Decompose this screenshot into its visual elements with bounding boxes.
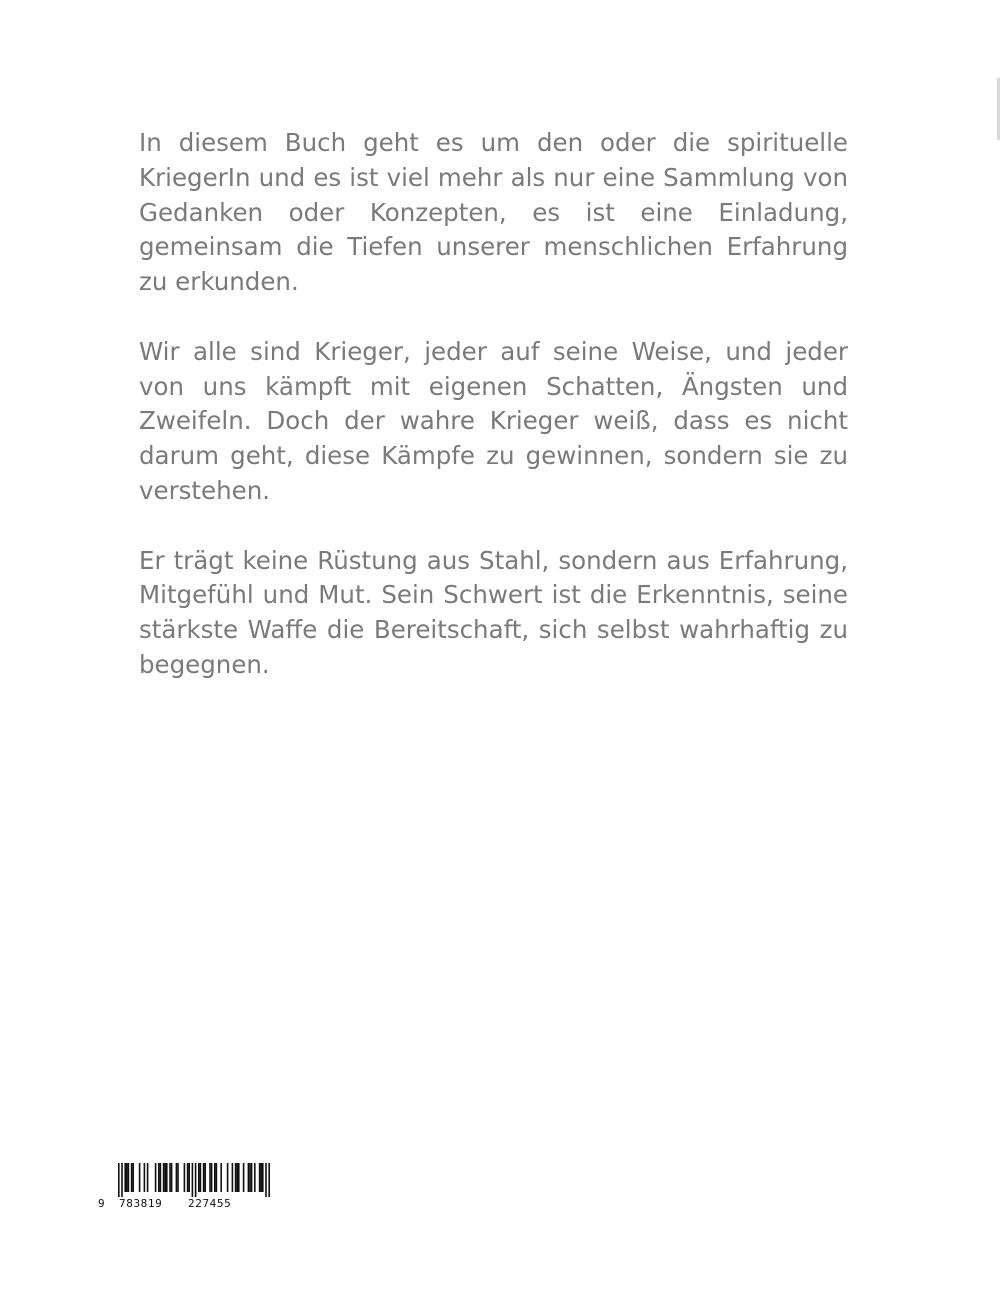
barcode-bar [262,1163,264,1192]
barcode-bar [211,1163,213,1192]
barcode-bar [209,1163,211,1192]
barcode-bar [132,1163,134,1192]
barcode-first-digit: 9 [98,1197,106,1210]
barcode-bar [203,1163,205,1192]
barcode-bar [198,1163,200,1192]
barcode-bar [166,1163,168,1192]
barcode-bar [176,1163,178,1192]
barcode-bar [144,1163,146,1192]
barcode-bar [121,1163,123,1197]
barcode-bar [236,1163,238,1192]
blurb-paragraph-3: Er trägt keine Rüstung aus Stahl, sondern aus Erfahrung, Mitgefühl und Mut. Sein Schwert ist die Erkenntnis, seine stärkste Waffe die Bereitschaft, sich selbst wahrhaftig zu begegnen. [139,545,848,679]
barcode-bar [238,1163,240,1192]
barcode-bar [126,1163,128,1192]
barcode-bar [147,1163,149,1192]
barcode-bar [118,1163,120,1197]
barcode-bar [195,1163,197,1197]
barcode-bar [139,1163,141,1192]
barcode-bar [204,1163,206,1192]
barcode-bar [192,1163,194,1197]
barcode-bar [259,1163,261,1192]
barcode-right-digits: 227455 [188,1197,232,1210]
barcode-bar [128,1163,130,1192]
barcode-bar [232,1163,234,1192]
barcode-bar [164,1163,166,1192]
barcode-bar [220,1163,222,1192]
blurb-paragraph-2: Wir alle sind Krieger, jeder auf seine Weise, und jeder von uns kämpft mit eigenen Schatten, Ängsten und Zweifeln. Doch der wahre Krieger weiß, dass es nicht darum geht, diese Kämpfe zu gewinnen, sondern sie zu verstehen. [139,336,848,505]
barcode-bar [235,1163,237,1192]
barcode-bar [200,1163,202,1192]
barcode-bar [177,1163,179,1192]
barcode-bar [163,1163,165,1192]
barcode-bar [268,1163,270,1197]
barcode-bar [248,1163,250,1192]
isbn-barcode [98,1163,278,1213]
barcode-bar [227,1163,229,1192]
barcode-left-digits: 783819 [119,1197,163,1210]
barcode-bar [169,1163,171,1192]
barcode-bar [188,1163,190,1192]
barcode-icon [98,1163,278,1197]
barcode-bar [184,1163,186,1192]
back-cover-blurb [139,126,848,718]
barcode-bar [155,1163,157,1192]
barcode-bar [216,1163,218,1192]
barcode-bar [249,1163,251,1192]
barcode-bar [214,1163,216,1192]
barcode-bar [124,1163,126,1192]
barcode-bar [171,1163,173,1192]
blurb-paragraph-1: In diesem Buch geht es um den oder die spirituelle KriegerIn und es ist viel mehr als nur eine Sammlung von Gedanken oder Konzepten, es ist eine Einladung, gemeinsam die Tiefen unserer menschlichen Erfahrung zu erkunden. [139,128,848,297]
barcode-bar [158,1163,160,1192]
barcode-bar [160,1163,162,1192]
barcode-bar [251,1163,253,1192]
barcode-bar [265,1163,267,1197]
barcode-bar [131,1163,133,1192]
barcode-bar [187,1163,189,1192]
barcode-bar [260,1163,262,1192]
barcode-bar [243,1163,245,1192]
barcode-bar [254,1163,256,1192]
